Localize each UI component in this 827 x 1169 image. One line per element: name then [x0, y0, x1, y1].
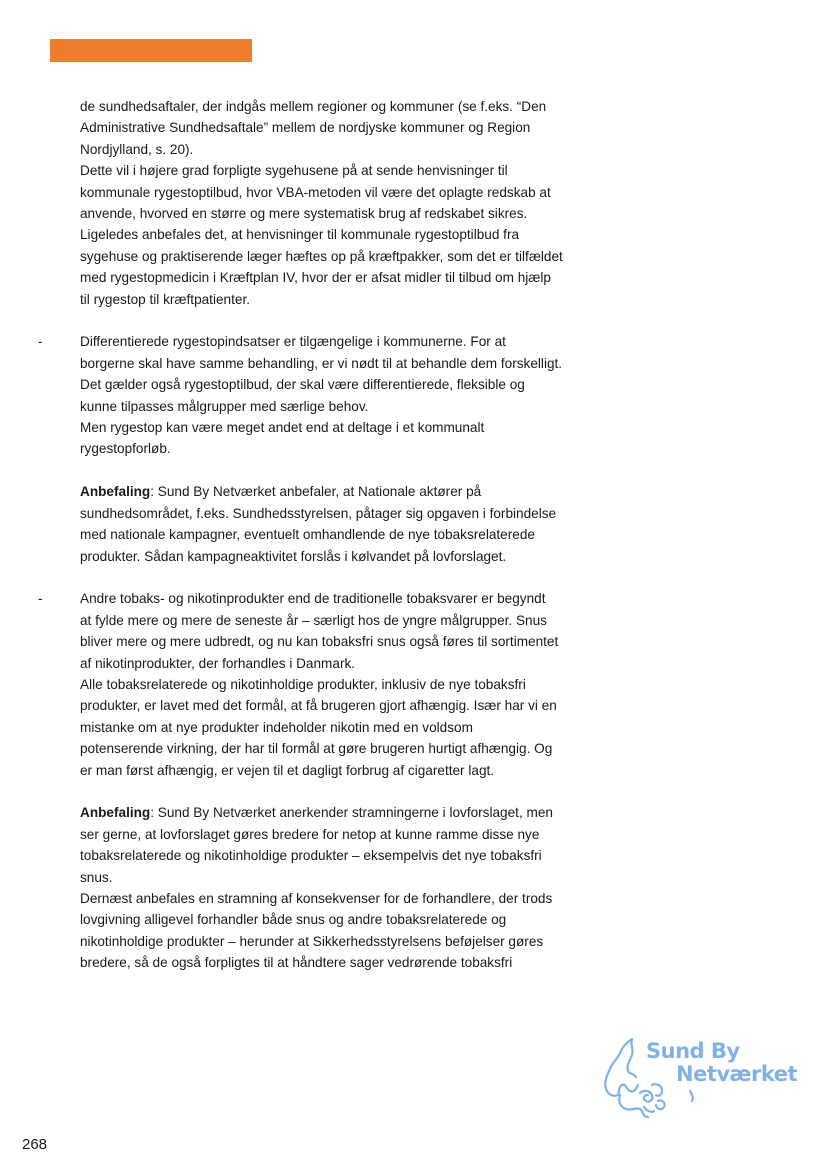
text-line: produkter. Sådan kampagneaktivitet forslås i kølvandet på lovforslaget.: [80, 548, 507, 564]
text-line: sundhedsområdet, f.eks. Sundhedsstyrelsen, påtager sig opgaven i forbindelse: [80, 505, 557, 521]
text-line: bliver mere og mere udbredt, og nu kan tobaksfri snus også føres til sortimentet: [80, 634, 559, 650]
text-line: borgerne skal have samme behandling, er vi nødt til at behandle dem forskelligt.: [80, 355, 563, 371]
paragraph-continuation: [80, 96, 590, 310]
recommendation-label: Anbefaling: [80, 484, 151, 500]
recommendation-label: Anbefaling: [80, 805, 151, 821]
recommendation-text: : Sund By Netværket anerkender stramningerne i lovforslaget, men: [150, 805, 553, 821]
recommendation-text: : Sund By Netværket anbefaler, at Nationale aktører på: [150, 484, 482, 500]
text-line: er man først afhængig, er vejen til et dagligt forbrug af cigaretter lagt.: [80, 762, 495, 778]
text-line: af nikotinprodukter, der forhandles i Danmark.: [80, 655, 356, 671]
dash-list-item: [38, 331, 590, 459]
text-line: nikotinholdige produkter – herunder at Sikkerhedsstyrelsens beføjelser gøres: [80, 933, 544, 949]
list-dash: -: [38, 334, 43, 350]
text-line: anvende, hvorved en større og mere systematisk brug af redskabet sikres.: [80, 206, 528, 222]
list-dash: -: [38, 591, 43, 607]
logo-text-line2: Netværket: [676, 1062, 798, 1086]
text-line: til rygestop til kræftpatienter.: [80, 291, 250, 307]
text-line: lovgivning alligevel forhandler både snus og andre tobaksrelaterede og: [80, 912, 507, 928]
text-line: Alle tobaksrelaterede og nikotinholdige produkter, inklusiv de nye tobaksfri: [80, 676, 526, 692]
recommendation-paragraph: [80, 481, 590, 567]
recommendation-paragraph: [80, 802, 590, 973]
text-line: kommunale rygestoptilbud, hvor VBA-metoden vil være det oplagte redskab at: [80, 184, 551, 200]
text-line: sygehuse og praktiserende læger hæftes op på kræftpakker, som det er tilfældet: [80, 248, 563, 264]
text-line: Ligeledes anbefales det, at henvisninger til kommunale rygestoptilbud fra: [80, 227, 520, 243]
text-line: Andre tobaks- og nikotinprodukter end de traditionelle tobaksvarer er begyndt: [80, 591, 546, 607]
text-line: snus.: [80, 869, 113, 885]
text-line: de sundhedsaftaler, der indgås mellem regioner og kommuner (se f.eks. “Den: [80, 99, 547, 114]
text-line: tobaksrelaterede og nikotinholdige produkter – eksempelvis det nye tobaksfri: [80, 848, 542, 864]
text-line: [80, 481, 590, 502]
text-line: mistanke om at nye produkter indeholder nikotin med en voldsom: [80, 719, 473, 735]
sund-by-netvaerket-logo: [600, 1033, 798, 1123]
text-line: Det gælder også rygestoptilbud, der skal være differentierede, fleksible og: [80, 377, 525, 393]
dash-list-item: [38, 588, 590, 781]
page-number: 268: [22, 1136, 48, 1153]
text-line: potenserende virkning, der har til formål at gøre brugeren hurtigt afhængig. Og: [80, 741, 553, 757]
text-line: med rygestopmedicin i Kræftplan IV, hvor der er afsat midler til tilbud om hjælp: [80, 270, 551, 286]
logo-text-line1: Sund By: [646, 1039, 740, 1063]
text-line: Dernæst anbefales en stramning af konsekvenser for de forhandlere, der trods: [80, 890, 553, 906]
text-line: produkter, er lavet med det formål, at få brugeren gjort afhængig. Især har vi en: [80, 698, 557, 714]
text-line: Nordjylland, s. 20).: [80, 141, 194, 157]
text-line: med nationale kampagner, eventuelt omhandlende de nye tobaksrelaterede: [80, 527, 535, 543]
text-line: ser gerne, at lovforslaget gøres bredere for netop at kunne ramme disse nye: [80, 826, 540, 842]
text-line: Differentierede rygestopindsatser er tilgængelige i kommunerne. For at: [80, 334, 506, 350]
text-line: bredere, så de også forpligtes til at håndtere sager vedrørende tobaksfri: [80, 955, 513, 971]
text-line: at fylde mere og mere de seneste år – særligt hos de yngre målgrupper. Snus: [80, 612, 547, 628]
document-body: [38, 96, 590, 974]
text-line: [80, 802, 590, 823]
text-line: Dette vil i højere grad forpligte sygehusene på at sende henvisninger til: [80, 163, 508, 179]
text-line: kunne tilpasses målgrupper med særlige behov.: [80, 398, 369, 414]
text-line: rygestopforløb.: [80, 441, 171, 457]
header-accent-bar: [50, 39, 252, 62]
text-line: Men rygestop kan være meget andet end at deltage i et kommunalt: [80, 420, 485, 436]
text-line: Administrative Sundhedsaftale” mellem de nordjyske kommuner og Region: [80, 120, 531, 136]
